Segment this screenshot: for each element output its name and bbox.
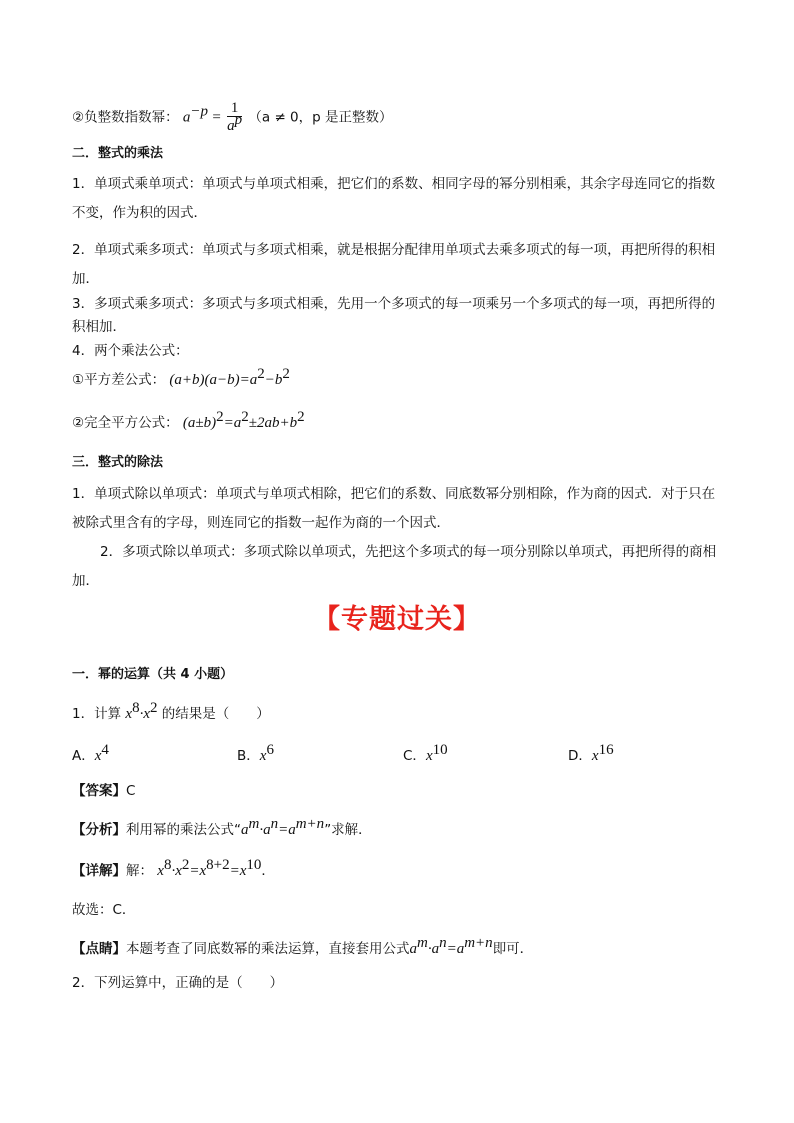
paragraph-mono-mono: 1．单项式乘单项式：单项式与单项式相乘，把它们的系数、相同字母的幂分别相乘，其余字母连同它的指数不变，作为积的因式． <box>72 176 716 221</box>
quiz-heading: 一．幂的运算（共 4 小题） <box>72 667 234 682</box>
question-1: 1．计算 $x^8\cdot x^2$ 的结果是（ ） <box>72 700 270 722</box>
neg-exp-condition: （a ≠ 0，p 是正整数） <box>248 109 393 126</box>
option-b[interactable]: B．$x^6$ <box>237 742 274 764</box>
section-heading-division: 三．整式的除法 <box>72 455 164 470</box>
topic-title: 【专题过关】 <box>313 604 481 635</box>
negative-exponent-line: ②负整数指数幂： $a^{-p}$ = $\frac{1}{a^p}$ （a ≠ 0，p 是正整数） <box>72 100 393 134</box>
neg-exp-label: ②负整数指数幂： <box>72 109 179 126</box>
paragraph-mono-poly: 2．单项式乘多项式：单项式与多项式相乘，就是根据分配律用单项式去乘多项式的每一项，再把所得的积相加． <box>72 242 716 287</box>
answer-tag: 【答案】 <box>72 783 126 799</box>
option-a[interactable]: A．$x^4$ <box>72 742 109 764</box>
option-c[interactable]: C．$x^{10}$ <box>403 742 448 764</box>
formula-perfect-square: ②完全平方公式： $(a\pm b)^2=a^2\pm 2ab+b^2$ <box>72 409 305 431</box>
formula-difference-of-squares: ①平方差公式： $(a+b)(a-b)=a^2-b^2$ <box>72 366 290 388</box>
conclusion-line: 故选：C． <box>72 902 136 918</box>
paragraph-mono-div-mono: 1．单项式除以单项式：单项式与单项式相除，把它们的系数、同底数幂分别相除，作为商的因式．对于只在被除式里含有的字母，则连同它的指数一起作为商的一个因式． <box>72 486 716 531</box>
answer-line <box>72 777 722 806</box>
paragraph-two-formulas: 4．两个乘法公式： <box>72 343 189 359</box>
question-2: 2．下列运算中，正确的是（ ） <box>72 975 284 991</box>
fraction: $\frac{1}{a^p}$ <box>227 100 243 134</box>
answer-value: C <box>126 783 136 799</box>
section-heading-multiplication: 二．整式的乘法 <box>72 146 164 161</box>
detail-line: 【详解】解： $x^8\cdot x^2=x^{8+2}=x^{10}$． <box>72 857 275 879</box>
paragraph-poly-div-mono: 2．多项式除以单项式：多项式除以单项式，先把这个多项式的每一项分别除以单项式，再把所得的商相加． <box>72 544 717 589</box>
comment-line: 【点睛】本题考查了同底数幂的乘法运算，直接套用公式$a^m\cdot a^n=a^{m+n}$即可． <box>72 935 534 957</box>
analysis-line: 【分析】利用幂的乘法公式“$a^m\cdot a^n=a^{m+n}$”求解． <box>72 816 372 838</box>
option-d[interactable]: D．$x^{16}$ <box>568 742 614 764</box>
paragraph-poly-poly: 3．多项式乘多项式：多项式与多项式相乘，先用一个多项式的每一项乘另一个多项式的每一项，再把所得的积相加． <box>72 296 716 335</box>
